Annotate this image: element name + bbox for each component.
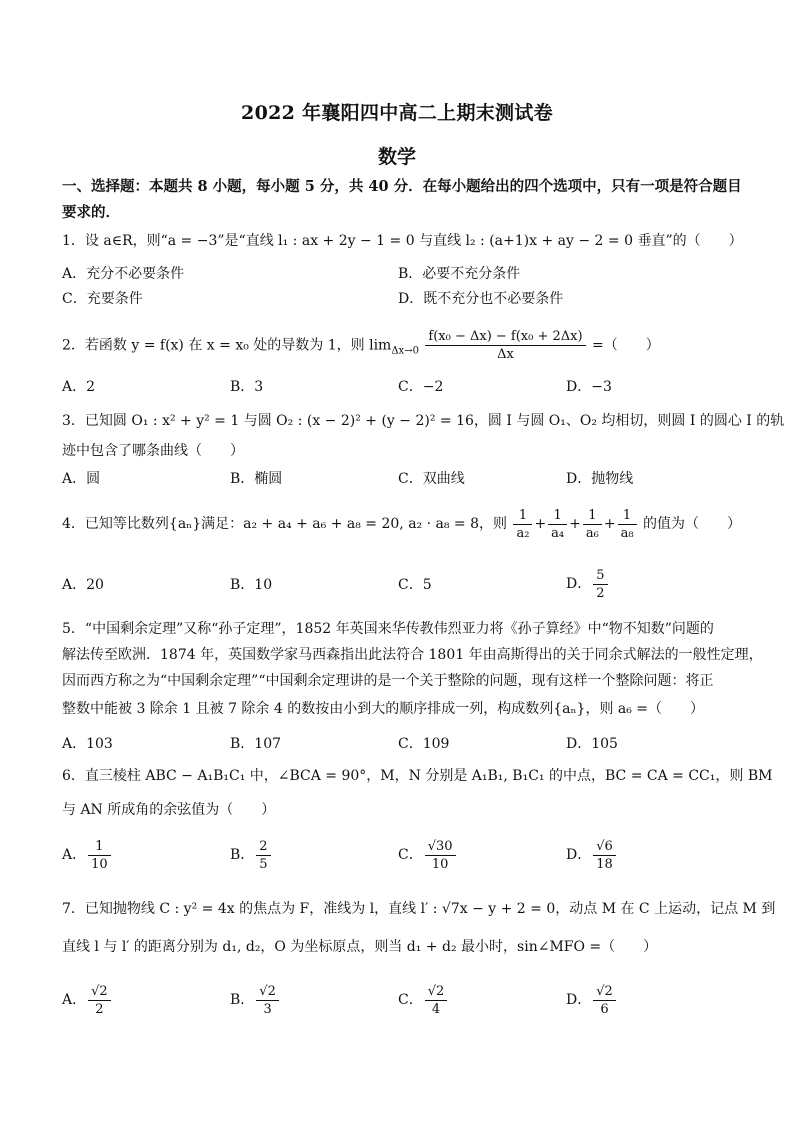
q6-option-d-num: √6: [593, 838, 616, 856]
q1-option-a: A．充分不必要条件: [62, 266, 185, 282]
q4-option-d-num: 5: [593, 567, 607, 585]
q7-stem-line1: 7．已知抛物线 C : y² = 4x 的焦点为 F，准线为 l，直线 l′ : √7x − y + 2 = 0，动点 M 在 C 上运动，记点 M 到: [62, 901, 776, 917]
q4-option-b: B．10: [230, 577, 273, 593]
q2-stem: [62, 328, 742, 368]
q1-option-d: D．既不充分也不必要条件: [398, 291, 564, 307]
q6-option-d-den: 18: [596, 856, 613, 872]
q6-option-a-label: A．: [62, 847, 87, 863]
q6-option-c-den: 10: [431, 856, 449, 872]
q3-option-b: B．椭圆: [230, 471, 283, 487]
section-heading: 一、选择题：本题共 8 小题，每小题 5 分，共 40 分．在每小题给出的四个选项中，只有一项是符合题目要求的．: [62, 178, 742, 221]
q4-fraction-1-num: 1: [513, 507, 532, 525]
q2-option-c: C．−2: [398, 379, 444, 395]
q6-option-c: [398, 836, 458, 874]
q7-option-d-den: 6: [600, 1001, 609, 1017]
q4-option-d-label: D．: [566, 576, 592, 592]
q3-stem-line1: 3．已知圆 O₁ : x² + y² = 1 与圆 O₂ : (x − 2)² + (y − 2)² = 16，圆 I 与圆 O₁、O₂ 均相切，则圆 I 的圆心 I 的轨: [62, 413, 785, 429]
q1-option-c: C．充要条件: [62, 291, 143, 307]
q7-stem-line2: 直线 l 与 l′ 的距离分别为 d₁, d₂，O 为坐标原点，则当 d₁ + d₂ 最小时，sin∠MFO =（ ）: [62, 939, 658, 955]
q5-stem-line4: 整数中能被 3 除余 1 且被 7 除余 4 的数按由小到大的顺序排成一列，构成数列{aₙ}，则 a₆ =（ ）: [62, 701, 705, 717]
q5-option-a: A．103: [62, 736, 113, 752]
q7-option-a-num: √2: [88, 983, 111, 1001]
q7-option-b-den: 3: [263, 1001, 272, 1017]
q2-stem-end: =（ ）: [592, 337, 660, 354]
q6-option-b-label: B．: [230, 847, 255, 863]
q1-stem: 1．设 a∈R，则“a = −3”是“直线 l₁ : ax + 2y − 1 = 0 与直线 l₂ : (a+1)x + ay − 2 = 0 垂直”的（ ）: [62, 233, 743, 249]
q4-plus-1: +: [534, 516, 547, 532]
q7-option-a-den: 2: [95, 1001, 104, 1017]
q4-fraction-4-den: a₈: [620, 525, 634, 541]
q6-option-b-fraction: [256, 838, 270, 873]
q4-fraction-2-num: 1: [548, 507, 567, 525]
q2-fraction: [425, 328, 585, 363]
q4-option-d: [566, 566, 610, 602]
q6-option-a: [62, 836, 113, 874]
q4-fraction-4: [618, 507, 637, 542]
q7-option-b-fraction: [256, 983, 279, 1018]
q3-option-a: A．圆: [62, 471, 101, 487]
exam-title: 2022 年襄阳四中高二上期末测试卷: [241, 102, 553, 124]
q3-stem-line2: 迹中包含了哪条曲线（ ）: [62, 443, 244, 459]
q7-option-c-fraction: [425, 983, 448, 1018]
q2-fraction-denominator: Δx: [497, 347, 514, 362]
q7-option-c-label: C．: [398, 992, 423, 1008]
q4-fraction-1: [513, 507, 532, 542]
q4-fraction-3: [583, 507, 602, 542]
q7-option-c-den: 4: [431, 1001, 441, 1017]
q7-option-d-fraction: [593, 983, 616, 1018]
q6-option-a-fraction: [88, 838, 111, 873]
q4-stem-text: 4．已知等比数列{aₙ}满足：a₂ + a₄ + a₆ + a₈ = 20, a₂ · a₈ = 8，则: [62, 516, 508, 532]
q3-option-c: C．双曲线: [398, 471, 465, 487]
q7-option-b-label: B．: [230, 992, 255, 1008]
q2-stem-text: 2．若函数 y = f(x) 在 x = x₀ 处的导数为 1，则 lim: [62, 337, 392, 354]
q6-option-b-num: 2: [256, 838, 270, 856]
q6-stem-line2: 与 AN 所成角的余弦值为（ ）: [62, 802, 276, 818]
q1-option-b: B．必要不充分条件: [398, 266, 521, 282]
q4-fraction-3-num: 1: [583, 507, 602, 525]
q5-stem-line1: 5．“中国剩余定理”又称“孙子定理”，1852 年英国来华传教伟烈亚力将《孙子算经》中“物不知数”问题的: [62, 621, 714, 637]
q6-option-d: [566, 836, 618, 874]
q4-stem-end: 的值为（ ）: [643, 516, 741, 532]
q5-option-d: D．105: [566, 736, 618, 752]
q7-option-c-num: √2: [425, 983, 448, 1001]
q2-fraction-numerator: f(x₀ − Δx) − f(x₀ + 2Δx): [425, 328, 585, 346]
q5-stem-line3: 因而西方称之为“中国剩余定理”“中国剩余定理讲的是一个关于整除的问题，现有这样一个整除问题：将正: [62, 673, 714, 689]
q4-plus-3: +: [603, 516, 616, 532]
q7-option-b: [230, 980, 281, 1020]
q7-option-c: [398, 980, 449, 1020]
q5-option-c: C．109: [398, 736, 450, 752]
q2-option-b: B．3: [230, 379, 264, 395]
q7-option-a-label: A．: [62, 992, 87, 1008]
q6-option-c-label: C．: [398, 847, 423, 863]
q5-option-b: B．107: [230, 736, 282, 752]
q4-plus-2: +: [569, 516, 581, 532]
q7-option-a: [62, 980, 113, 1020]
q4-option-c: C．5: [398, 577, 432, 593]
q6-option-c-num: √30: [425, 838, 456, 856]
q4-fraction-2: [548, 507, 567, 542]
q4-fraction-2-den: a₄: [551, 525, 565, 541]
q7-option-d-num: √2: [593, 983, 616, 1001]
q4-fraction-1-den: a₂: [516, 525, 530, 541]
q4-stem: [62, 506, 742, 542]
q7-option-b-num: √2: [256, 983, 279, 1001]
q6-option-d-fraction: [593, 838, 616, 873]
q7-option-d: [566, 980, 618, 1020]
q4-fraction-3-den: a₆: [585, 525, 599, 541]
q4-option-d-fraction: [593, 567, 607, 602]
q7-option-d-label: D．: [566, 992, 592, 1008]
q6-option-a-den: 10: [91, 856, 108, 872]
q6-option-d-label: D．: [566, 847, 592, 863]
subject-title: 数学: [377, 146, 416, 168]
q6-option-a-num: 1: [88, 838, 111, 856]
q6-option-b: [230, 836, 273, 874]
q7-option-a-fraction: [88, 983, 111, 1018]
q2-limit-subscript: Δx→0: [391, 345, 419, 357]
q6-option-c-fraction: [425, 838, 456, 873]
q4-fraction-4-num: 1: [618, 507, 637, 525]
q5-stem-line2: 解法传至欧洲．1874 年，英国数学家马西森指出此法符合 1801 年由高斯得出的关于同余式解法的一般性定理，: [62, 647, 763, 663]
q3-option-d: D．抛物线: [566, 471, 634, 487]
q2-option-d: D．−3: [566, 379, 612, 395]
q4-option-a: A．20: [62, 577, 104, 593]
q4-option-d-den: 2: [596, 585, 605, 601]
q6-stem-line1: 6．直三棱柱 ABC − A₁B₁C₁ 中，∠BCA = 90°，M，N 分别是 A₁B₁, B₁C₁ 的中点，BC = CA = CC₁，则 BM: [62, 768, 773, 784]
q2-option-a: A．2: [62, 379, 96, 395]
q6-option-b-den: 5: [259, 856, 268, 872]
